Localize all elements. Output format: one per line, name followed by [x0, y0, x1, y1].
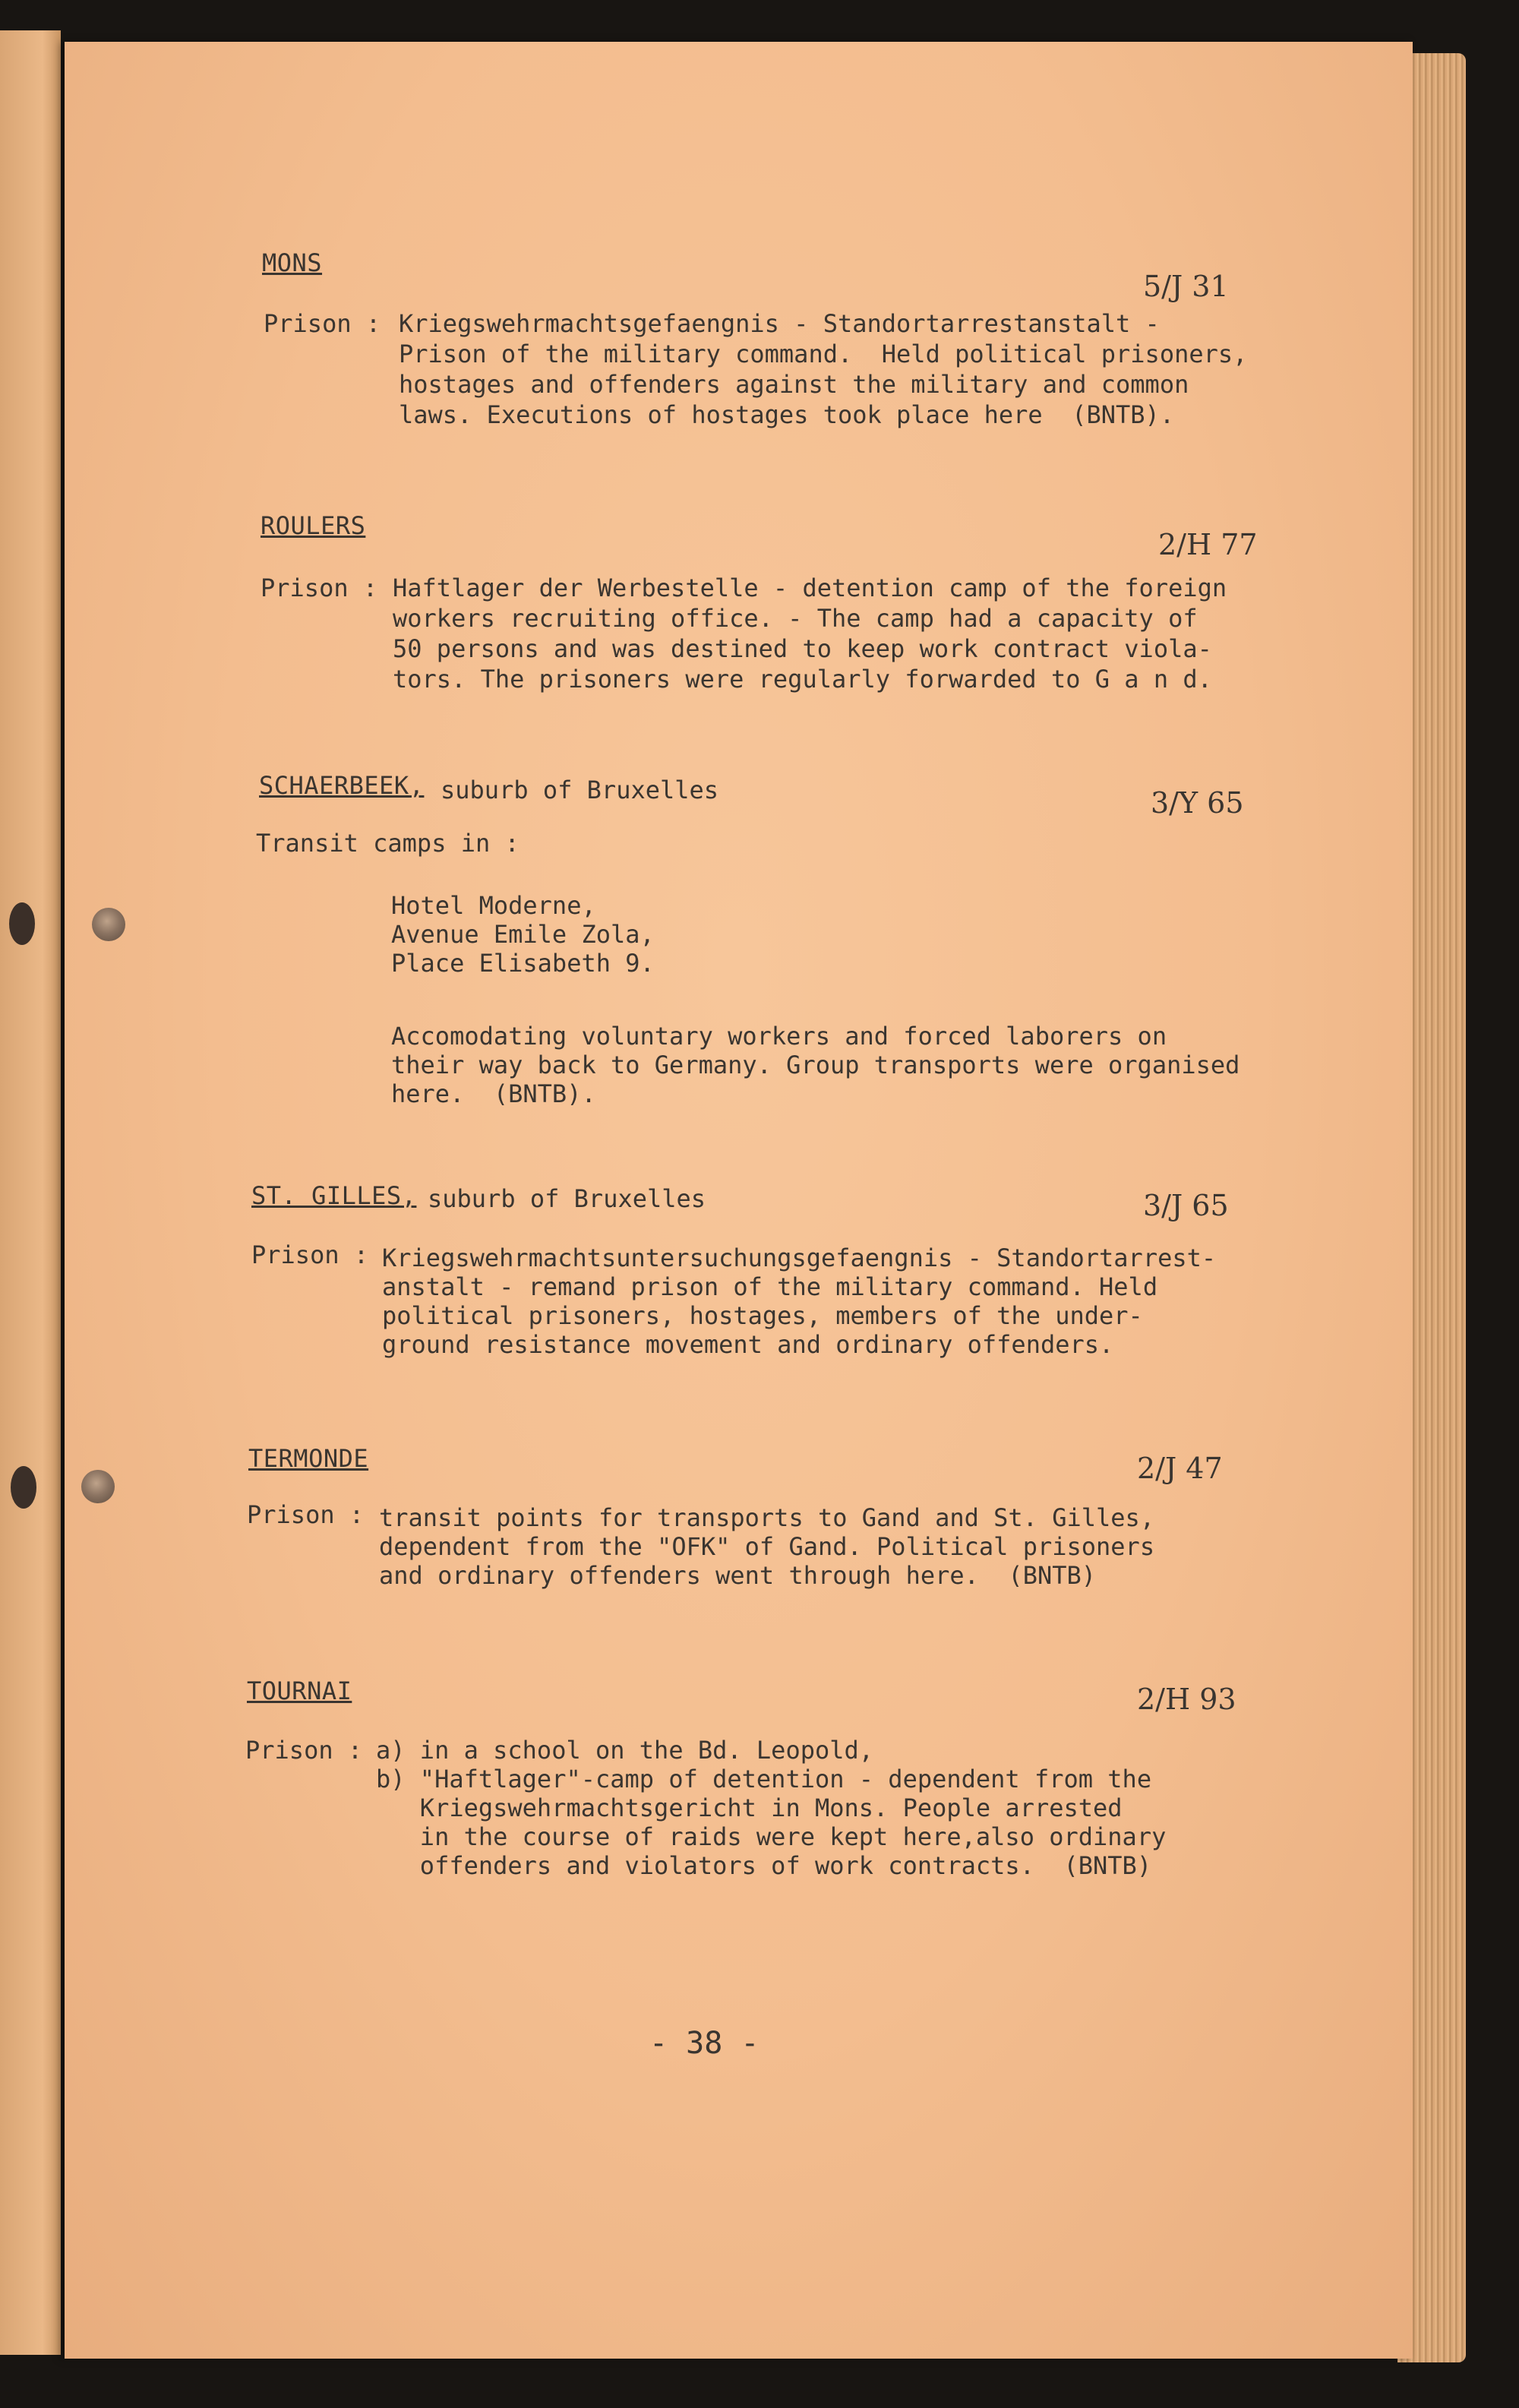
entry-reference: 2/H 93 — [1137, 1683, 1236, 1716]
entry-line: hostages and offenders against the military and common — [399, 370, 1189, 399]
entry-line: Prison of the military command. Held political prisoners, — [399, 340, 1248, 368]
entry-line: offenders and violators of work contracts. (BNTB) — [376, 1851, 1152, 1880]
entry-line: a) in a school on the Bd. Leopold, — [376, 1736, 874, 1765]
entry-line: political prisoners, hostages, members of the under- — [382, 1301, 1143, 1330]
entry-reference: 5/J 31 — [1143, 270, 1229, 303]
punch-hole-bottom — [81, 1470, 115, 1503]
entry-location-note: suburb of Bruxelles — [428, 1184, 706, 1213]
entry-line: 50 persons and was destined to keep work contract viola- — [393, 634, 1212, 663]
entry-title: TERMONDE — [248, 1444, 369, 1473]
entry-reference: 2/H 77 — [1158, 528, 1258, 561]
entry-title: ROULERS — [261, 511, 366, 540]
entry-line: and ordinary offenders went through here. (BNTB) — [379, 1561, 1097, 1590]
entry-reference: 3/J 65 — [1143, 1189, 1229, 1222]
entry-line: dependent from the "OFK" of Gand. Political prisoners — [379, 1532, 1155, 1561]
entry-line: laws. Executions of hostages took place here (BNTB). — [399, 400, 1175, 429]
entry-line: here. (BNTB). — [391, 1079, 596, 1108]
entry-line: ground resistance movement and ordinary offenders. — [382, 1330, 1114, 1359]
document-page — [65, 42, 1413, 2359]
punch-hole-top — [92, 908, 125, 941]
entry-line: anstalt - remand prison of the military command. Held — [382, 1272, 1158, 1301]
entry-line: transit points for transports to Gand and St. Gilles, — [379, 1503, 1155, 1532]
entry-label: Transit camps in : — [256, 829, 519, 858]
entry-line: Place Elisabeth 9. — [391, 949, 655, 978]
binding-hole-left-top — [9, 902, 35, 945]
entry-line: in the course of raids were kept here,also ordinary — [376, 1822, 1167, 1851]
entry-line: their way back to Germany. Group transports were organised — [391, 1051, 1240, 1079]
entry-line: Kriegswehrmachtsgefaengnis - Standortarrestanstalt - — [399, 309, 1160, 338]
entry-label: Prison : — [261, 574, 378, 602]
binding-hole-left-bottom — [11, 1466, 36, 1509]
entry-reference: 2/J 47 — [1137, 1452, 1223, 1485]
entry-title: TOURNAI — [247, 1676, 352, 1705]
entry-line: Accomodating voluntary workers and forced laborers on — [391, 1022, 1167, 1051]
entry-line: Kriegswehrmachtsgericht in Mons. People arrested — [376, 1793, 1123, 1822]
entry-label: Prison : — [264, 309, 381, 338]
entry-title: MONS — [262, 248, 323, 277]
entry-line: Kriegswehrmachtsuntersuchungsgefaengnis - Standortarrest- — [382, 1244, 1217, 1272]
entry-label: Prison : — [245, 1736, 363, 1765]
entry-line: b) "Haftlager"-camp of detention - dependent from the — [376, 1765, 1152, 1793]
entry-line: tors. The prisoners were regularly forwarded to G a n d. — [393, 665, 1212, 694]
entry-line: Avenue Emile Zola, — [391, 920, 655, 949]
entry-line: Hotel Moderne, — [391, 891, 596, 920]
entry-reference: 3/Y 65 — [1151, 786, 1244, 820]
entry-title: ST. GILLES, — [251, 1181, 417, 1210]
entry-location-note: suburb of Bruxelles — [441, 776, 719, 804]
entry-label: Prison : — [247, 1500, 365, 1529]
facing-page-edge — [0, 30, 61, 2355]
entry-label: Prison : — [251, 1240, 369, 1269]
page-number: - 38 - — [649, 2026, 760, 2061]
entry-title: SCHAERBEEK, — [259, 771, 425, 800]
entry-line: Haftlager der Werbestelle - detention camp of the foreign — [393, 574, 1227, 602]
entry-line: workers recruiting office. - The camp had a capacity of — [393, 604, 1198, 633]
